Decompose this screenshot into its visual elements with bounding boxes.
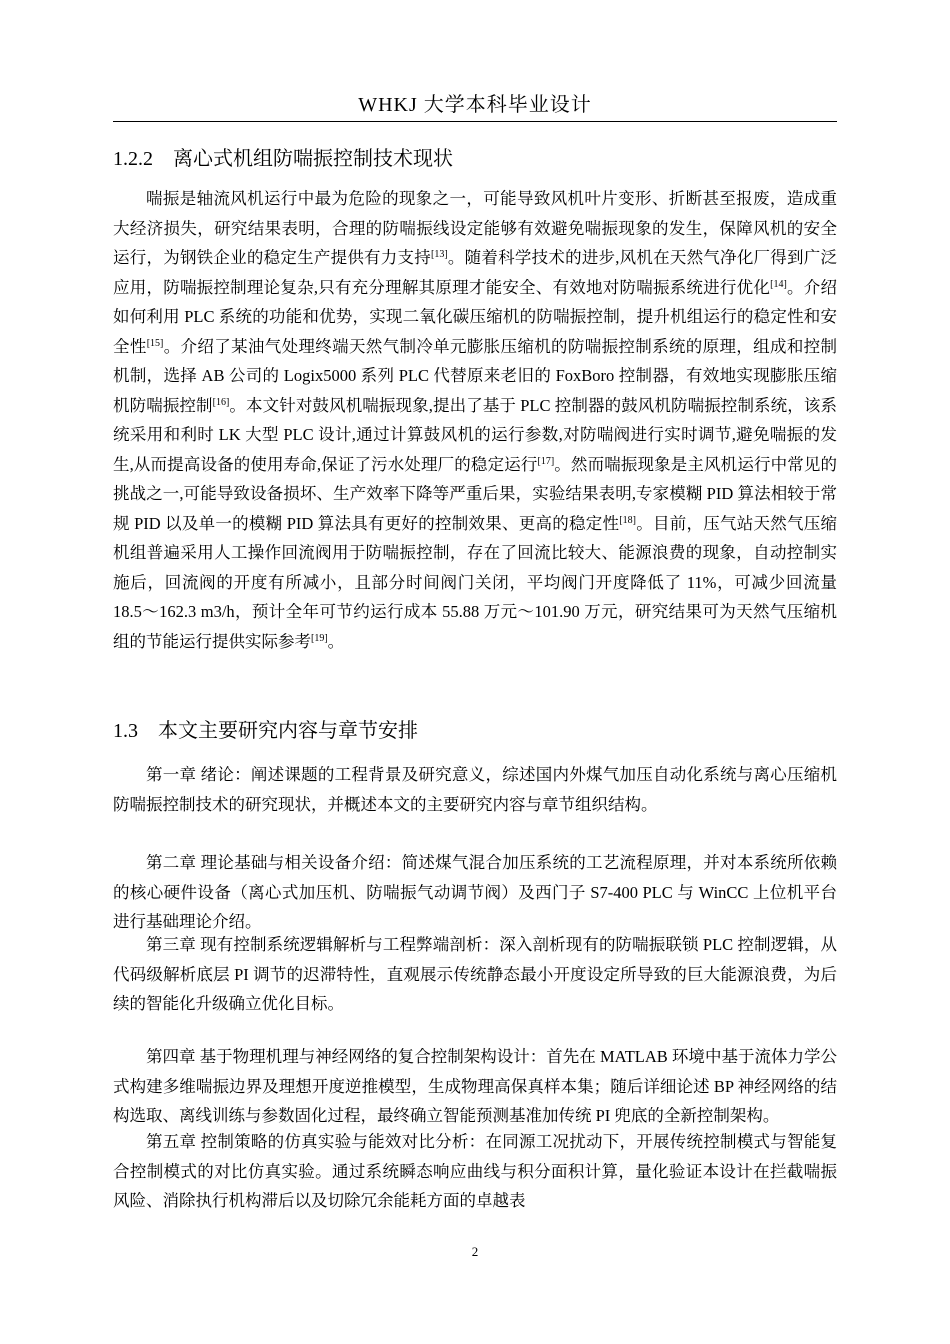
section-heading-1-3	[113, 716, 418, 745]
citation: [14]	[770, 278, 787, 290]
paragraph-status	[113, 184, 837, 656]
section-number: 1.2.2	[113, 148, 153, 170]
chapter-paragraph-4: 第四章 基于物理机理与神经网络的复合控制架构设计：首先在 MATLAB 环境中基于流体力学公式构建多维喘振边界及理想开度逆推模型，生成物理高保真样本集；随后详细论述 BP 神经网络的结构选取、离线训练与参数固化过程，最终确立智能预测基准加传统 PI 兜底的全新控制架构。	[113, 1047, 837, 1125]
paragraph-text: 。介绍如何利用 PLC 系统的功能和优势，实现二氧化碳压缩机的防喘振控制，提升机组运行的稳定性和安全性	[113, 277, 838, 356]
chapter-paragraph-2: 第二章 理论基础与相关设备介绍：简述煤气混合加压系统的工艺流程原理，并对本系统所依赖的核心硬件设备（离心式加压机、防喘振气动调节阀）及西门子 S7-400 PLC 与 WinCC 上位机平台进行基础理论介绍。	[113, 853, 837, 931]
paragraph-text: 。介绍了某油气处理终端天然气制冷单元膨胀压缩机的防喘振控制系统的原理，组成和控制机制，选择 AB 公司的 Logix5000 系列 PLC 代替原来老旧的 FoxBoro 控制器，有效地实现膨胀压缩机防喘振控制	[113, 336, 838, 415]
citation: [16]	[212, 396, 230, 408]
citation: [13]	[431, 249, 448, 260]
section-title: 本文主要研究内容与章节安排	[158, 718, 418, 742]
citation: [15]	[146, 337, 164, 349]
citation: [18]	[619, 514, 636, 526]
citation: [19]	[311, 632, 328, 644]
chapter-paragraph-3: 第三章 现有控制系统逻辑解析与工程弊端剖析：深入剖析现有的防喘振联锁 PLC 控制逻辑，从代码级解析底层 PI 调节的迟滞特性，直观展示传统静态最小开度设定所导致的巨大能源浪费，为后续的智能化升级确立优化目标。	[113, 935, 837, 1013]
chapter-paragraph-5: 第五章 控制策略的仿真实验与能效对比分析：在同源工况扰动下，开展传统控制模式与智能复合控制模式的对比仿真实验。通过系统瞬态响应曲线与积分面积计算，量化验证本设计在拦截喘振风险、消除执行机构滞后以及切除冗余能耗方面的卓越表	[113, 1132, 837, 1210]
section-title: 离心式机组防喘振控制技术现状	[173, 146, 453, 170]
paragraph-text: 喘振是轴流风机运行中最为危险的现象之一，可能导致风机叶片变形、折断甚至报废，造成重大经济损失，研究结果表明，合理的防喘振线设定能够有效避免喘振现象的发生，保障风机的安全运行，为钢铁企业的稳定生产提供有力支持	[113, 189, 837, 267]
header-rule	[113, 121, 837, 122]
paragraph-text: 。然而喘振现象是主风机运行中常见的挑战之一,可能导致设备损坏、生产效率下降等严重后果，实验结果表明,专家模糊 PID 算法相较于常规 PID 以及单一的模糊 PID 算法具有更好的控制效果、更高的稳定性	[113, 454, 838, 533]
paragraph-text: 。本文针对鼓风机喘振现象,提出了基于 PLC 控制器的鼓风机防喘振控制系统，该系统采用和利时 LK 大型 PLC 设计,通过计算鼓风机的运行参数,对防喘阀进行实时调节,避免喘振的发生,从而提高设备的使用寿命,保证了污水处理厂的稳定运行	[113, 395, 837, 474]
citation: [17]	[537, 455, 555, 467]
paragraph-text: 。	[327, 631, 345, 651]
running-header: WHKJ 大学本科毕业设计	[358, 94, 592, 116]
page-number: 2	[471, 1244, 479, 1259]
section-heading-1-2-2	[113, 144, 453, 173]
paragraph-text: 。目前，压气站天然气压缩机组普遍采用人工操作回流阀用于防喘振控制，存在了回流比较大、能源浪费的现象，自动控制实施后，回流阀的开度有所减小，且部分时间阀门关闭，平均阀门开度降低了 11%，可减少回流量 18.5～162.3 m3/h，预计全年可节约运行成本 55.88 万元～101.90 万元，研究结果可为天然气压缩机组的节能运行提供实际参考	[113, 513, 837, 651]
paragraph-text: 。随着科学技术的进步,风机在天然气净化厂得到广泛应用，防喘振控制理论复杂,只有充分理解其原理才能安全、有效地对防喘振系统进行优化	[113, 248, 838, 297]
chapter-paragraph-1: 第一章 绪论：阐述课题的工程背景及研究意义，综述国内外煤气加压自动化系统与离心压缩机防喘振控制技术的研究现状，并概述本文的主要研究内容与章节组织结构。	[113, 765, 837, 814]
section-number: 1.3	[113, 720, 138, 742]
